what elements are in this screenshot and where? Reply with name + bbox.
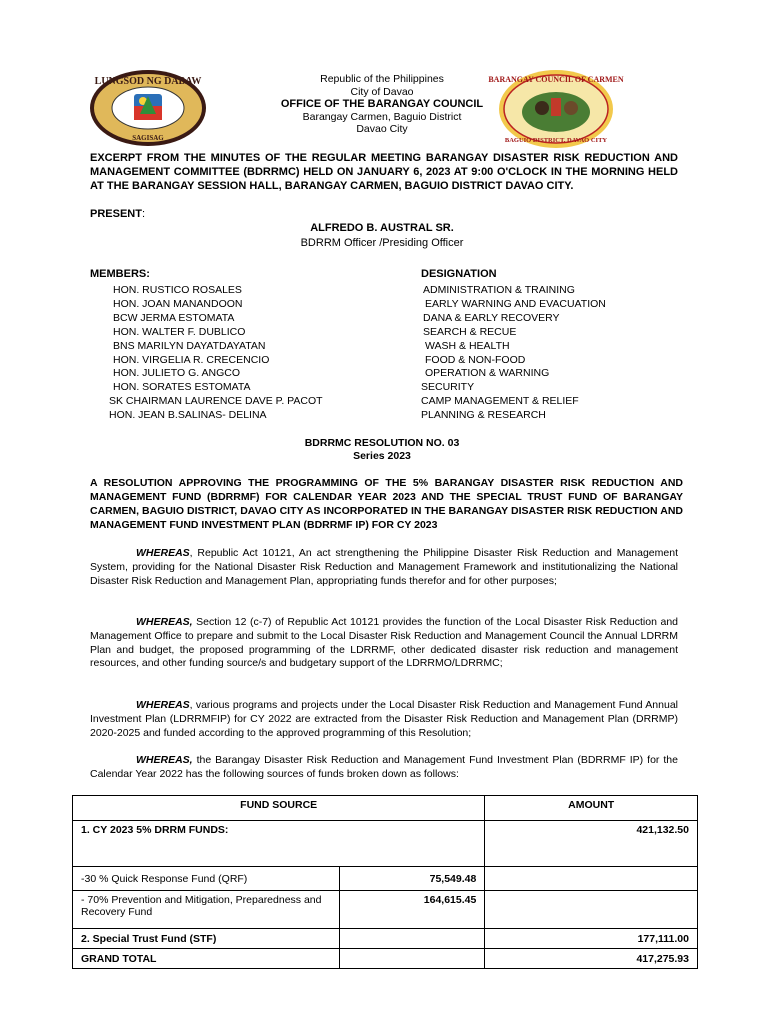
city-seal-logo	[88, 68, 208, 148]
whereas-clause: WHEREAS, Republic Act 10121, An act strengthening the Philippine Disaster Risk Reduction and Management System, providing for the National Disaster Risk Reduction and Management Framework and institutionalizing the National Disaster Risk Reduction and Management Plan, appropriating funds therefor and for other purposes;	[90, 547, 678, 587]
presiding-officer	[254, 221, 510, 251]
member-row	[0, 367, 768, 381]
member-row	[0, 326, 768, 340]
member-designation: WASH & HEALTH	[425, 339, 510, 352]
sub-amount-cell: 164,615.45	[339, 891, 485, 929]
member-designation: PLANNING & RESEARCH	[421, 409, 546, 422]
amount-cell: 177,111.00	[485, 929, 698, 949]
amount-cell: 421,132.50	[485, 821, 698, 867]
member-row	[0, 340, 768, 354]
svg-text:BAGUIO DISTRICT, DAVAO CITY: BAGUIO DISTRICT, DAVAO CITY	[504, 137, 608, 144]
amount-cell: 417,275.93	[485, 949, 698, 969]
table-row	[73, 929, 698, 949]
column-header-amount: AMOUNT	[485, 796, 698, 821]
fund-source-table	[72, 795, 698, 969]
member-designation: SEARCH & RECUE	[423, 325, 517, 338]
svg-text:SAGISAG: SAGISAG	[132, 134, 164, 142]
amount-cell	[485, 867, 698, 891]
column-header-fund-source: FUND SOURCE	[73, 796, 485, 821]
header-city: City of Davao	[350, 85, 414, 98]
member-row	[0, 312, 768, 326]
member-name: HON. JEAN B.SALINAS- DELINA	[109, 409, 267, 422]
member-name: BNS MARILYN DAYATDAYATAN	[113, 339, 266, 352]
member-name: HON. VIRGELIA R. CRECENCIO	[113, 353, 270, 366]
document-header	[254, 73, 510, 136]
member-name: HON. JULIETO G. ANGCO	[113, 367, 240, 380]
table-header-row	[73, 796, 698, 821]
header-republic: Republic of the Philippines	[320, 73, 444, 85]
member-row	[0, 409, 768, 423]
designation-heading: DESIGNATION	[421, 268, 497, 280]
sub-amount-cell	[339, 949, 485, 969]
member-designation: ADMINISTRATION & TRAINING	[423, 284, 575, 296]
table-row	[73, 867, 698, 891]
sub-amount-cell: 75,549.48	[339, 867, 485, 891]
member-name: SK CHAIRMAN LAURENCE DAVE P. PACOT	[109, 395, 323, 408]
table-row	[73, 821, 698, 867]
minutes-excerpt: EXCERPT FROM THE MINUTES OF THE REGULAR MEETING BARANGAY DISASTER RISK REDUCTION AND MANAGEMENT COMMITTEE (BDRRMC) HELD ON JANUARY 6, 2023 AT 9:00 O'CLOCK IN THE MORNING HELD AT THE BARANGAY SESSION HALL, BARANGAY CARMEN, BAGUIO DISTRICT DAVAO CITY.	[90, 152, 678, 192]
member-designation: OPERATION & WARNING	[425, 367, 550, 380]
fund-source-cell: -30 % Quick Response Fund (QRF)	[73, 867, 340, 891]
member-row	[0, 284, 768, 298]
presiding-officer-title: BDRRM Officer /Presiding Officer	[300, 237, 464, 249]
member-designation: SECURITY	[421, 381, 475, 394]
member-name: HON. JOAN MANANDOON	[113, 297, 243, 310]
sub-amount-cell	[339, 929, 485, 949]
whereas-clause: WHEREAS, the Barangay Disaster Risk Reduction and Management Fund Investment Plan (BDRRMF IP) for the Calendar Year 2022 has the following sources of funds broken down as follows:	[90, 754, 678, 780]
table-row	[73, 891, 698, 929]
member-designation: FOOD & NON-FOOD	[425, 353, 526, 366]
table-row	[73, 949, 698, 969]
fund-source-cell: GRAND TOTAL	[73, 949, 340, 969]
presiding-officer-name: ALFREDO B. AUSTRAL SR.	[310, 222, 454, 234]
fund-source-cell: - 70% Prevention and Mitigation, Preparedness and Recovery Fund	[73, 891, 340, 929]
barangay-seal-logo	[488, 68, 624, 150]
resolution-number: BDRRMC RESOLUTION NO. 03 Series 2023	[304, 437, 460, 462]
present-label: PRESENT:	[90, 208, 146, 220]
member-designation: EARLY WARNING AND EVACUATION	[425, 297, 606, 310]
header-office: OFFICE OF THE BARANGAY COUNCIL	[280, 98, 484, 110]
member-row	[0, 354, 768, 368]
member-designation: CAMP MANAGEMENT & RELIEF	[421, 395, 579, 408]
whereas-clause: WHEREAS, various programs and projects under the Local Disaster Risk Reduction and Management Fund Annual Investment Plan (LDRRMFIP) for CY 2022 are extracted from the Disaster Risk Reduction and Management Plan (DRRMP) 2020-2025 and funded according to the approved programming of this Resolution;	[90, 699, 678, 739]
resolution-heading: A RESOLUTION APPROVING THE PROGRAMMING OF THE 5% BARANGAY DISASTER RISK REDUCTION AND MANAGEMENT FUND (BDRRMF) FOR CALENDAR YEAR 2023 AND THE SPECIAL TRUST FUND OF BARANGAY CARMEN, BAGUIO DISTRICT, DAVAO CITY AS INCORPORATED IN THE BARANGAY DISASTER RISK REDUCTION AND MANAGEMENT FUND INVESTMENT PLAN (BDRRMF IP) FOR CY 2023	[90, 477, 683, 531]
fund-source-cell: 2. Special Trust Fund (STF)	[73, 929, 340, 949]
member-designation: DANA & EARLY RECOVERY	[423, 311, 560, 324]
member-row	[0, 395, 768, 409]
member-name: HON. SORATES ESTOMATA	[113, 381, 251, 394]
amount-cell	[485, 891, 698, 929]
svg-text:LUNGSOD NG DABAW: LUNGSOD NG DABAW	[94, 76, 202, 87]
member-name: HON. RUSTICO ROSALES	[113, 284, 242, 296]
member-name: HON. WALTER F. DUBLICO	[113, 325, 246, 338]
member-name: BCW JERMA ESTOMATA	[113, 311, 235, 324]
member-row	[0, 381, 768, 395]
header-barangay: Barangay Carmen, Baguio District	[302, 110, 462, 123]
fund-source-cell: 1. CY 2023 5% DRRM FUNDS:	[73, 821, 485, 867]
whereas-clause: WHEREAS, Section 12 (c-7) of Republic Act 10121 provides the function of the Local Disaster Risk Reduction and Management Office to prepare and submit to the Local Disaster Risk Reduction and Management Council the Annual LDRRM Plan and budget, the proposed programming of the LDRRMF, other dedicated disaster risk reduction and management resources, and other funding source/s and budgetary support of the LDRRMO/LDRRMC;	[90, 616, 678, 670]
svg-text:BARANGAY COUNCIL OF CARMEN: BARANGAY COUNCIL OF CARMEN	[488, 75, 624, 84]
members-heading: MEMBERS:	[90, 268, 150, 280]
header-city-2: Davao City	[356, 123, 408, 135]
member-row	[0, 298, 768, 312]
